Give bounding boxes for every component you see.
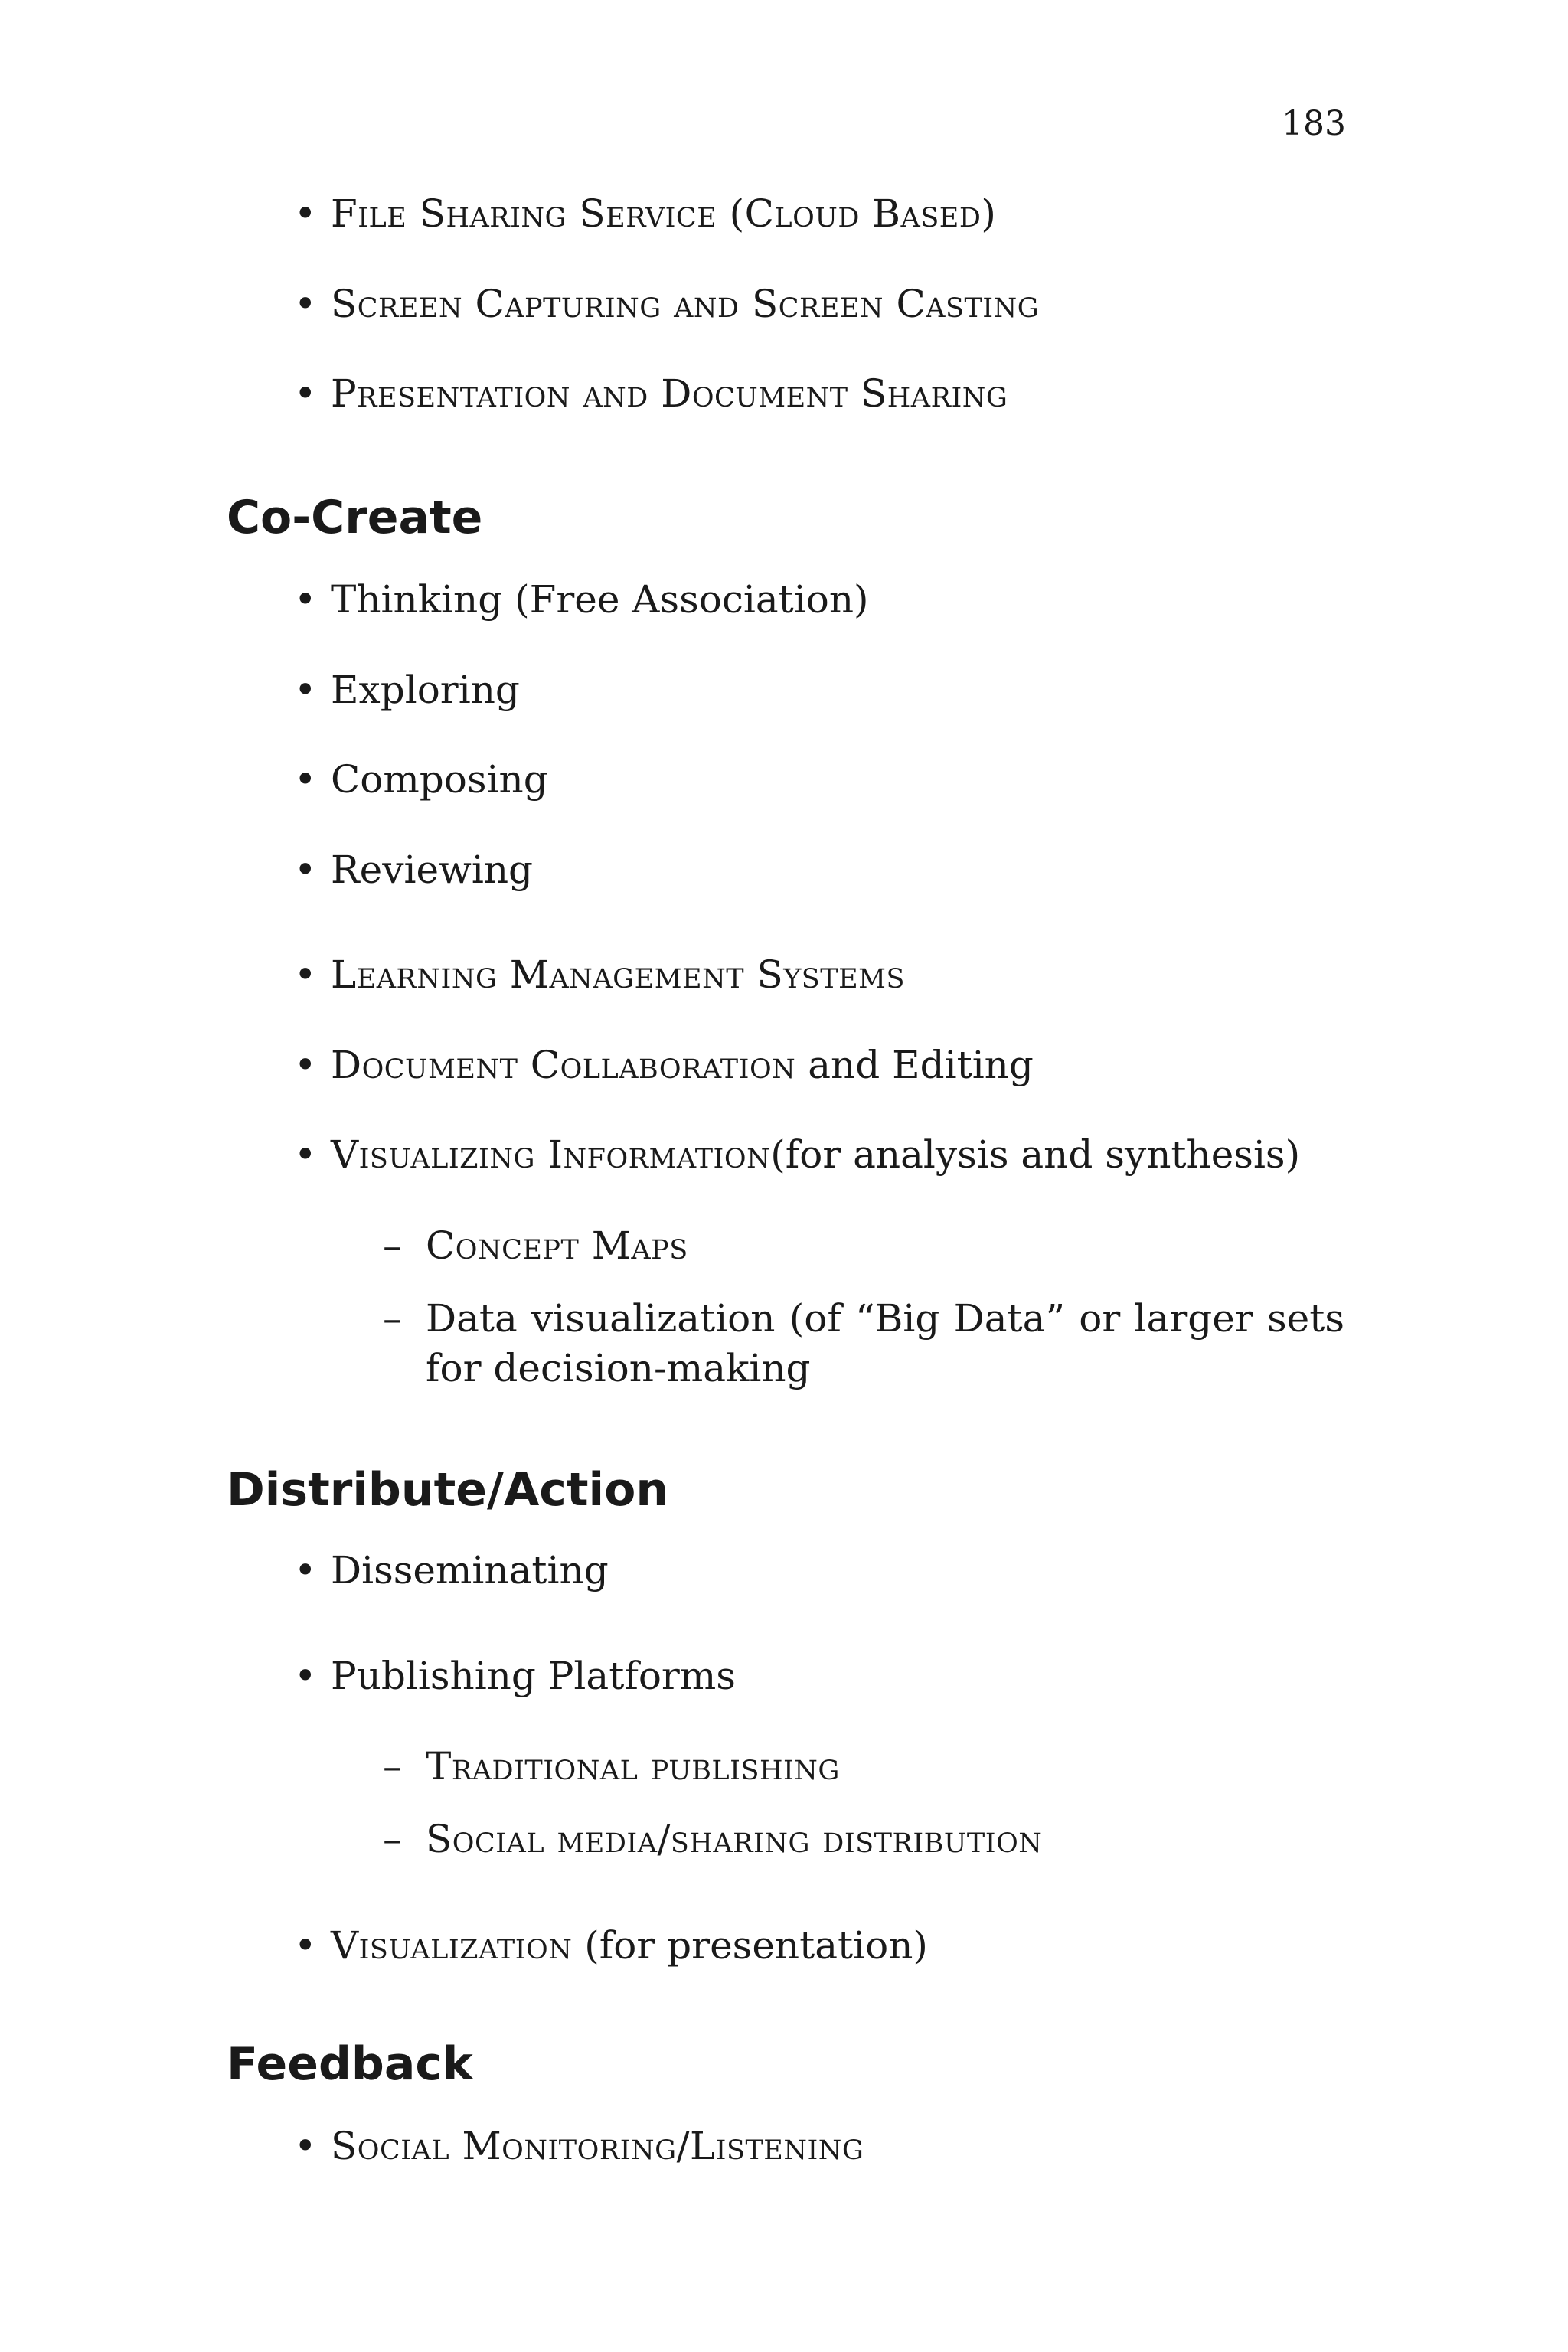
bullet-icon: • xyxy=(294,281,317,326)
list-item-text-rest: (for analysis and synthesis) xyxy=(770,1132,1301,1177)
list-item-text: Screen Capturing and Screen Casting xyxy=(331,281,1040,326)
sub-list-item xyxy=(331,1221,1344,1271)
list-item xyxy=(227,1547,1344,1595)
top-list xyxy=(227,190,1344,418)
list-item xyxy=(227,951,1344,999)
list-item-text: Exploring xyxy=(331,667,520,712)
bullet-icon: • xyxy=(294,2124,317,2168)
list-item-text: Disseminating xyxy=(331,1548,609,1592)
list-item xyxy=(227,1041,1344,1089)
list-item-text: Composing xyxy=(331,757,548,802)
section-heading-cocreate: Co-Create xyxy=(227,491,483,544)
section-heading-distribute: Distribute/Action xyxy=(227,1463,669,1517)
bullet-icon: • xyxy=(294,1653,317,1698)
page-number: 183 xyxy=(1282,104,1346,143)
list-item xyxy=(227,1652,1344,1865)
bullet-icon: • xyxy=(294,1923,317,1968)
list-item xyxy=(227,666,1344,714)
bullet-icon: • xyxy=(294,757,317,802)
section-heading-feedback: Feedback xyxy=(227,2037,473,2091)
list-item-text-smallcaps: Document Collaboration xyxy=(331,1042,796,1087)
bullet-icon: • xyxy=(294,1132,317,1177)
sub-list-item-text: Data visualization (of “Big Data” or larger sets for decision-making xyxy=(426,1295,1344,1390)
list-item-text: File Sharing Service (Cloud Based) xyxy=(331,191,997,236)
list-item-text: Thinking (Free Association) xyxy=(331,577,869,622)
dash-icon: – xyxy=(383,1744,402,1788)
cocreate-list xyxy=(227,576,1344,1416)
sub-list-item-text: Traditional publishing xyxy=(426,1744,840,1788)
list-item-text-rest: and Editing xyxy=(795,1042,1034,1087)
sub-list-item-text: Social media/sharing distribution xyxy=(426,1817,1043,1861)
list-item xyxy=(227,280,1344,328)
bullet-icon: • xyxy=(294,577,317,622)
feedback-list xyxy=(227,2122,1344,2171)
list-item xyxy=(227,1922,1344,1970)
list-item xyxy=(227,2122,1344,2171)
bullet-icon: • xyxy=(294,371,317,416)
bullet-icon: • xyxy=(294,191,317,236)
list-item xyxy=(227,846,1344,894)
list-item xyxy=(227,576,1344,624)
dash-icon: – xyxy=(383,1817,402,1861)
dash-icon: – xyxy=(383,1223,402,1268)
list-item-text: Reviewing xyxy=(331,847,534,892)
list-item xyxy=(227,756,1344,804)
list-item-text: Learning Management Systems xyxy=(331,952,905,997)
sub-list xyxy=(331,1742,1344,1864)
sub-list xyxy=(331,1221,1344,1393)
sub-list-item xyxy=(331,1815,1344,1864)
list-item xyxy=(227,190,1344,238)
sub-list-item-text: Concept Maps xyxy=(426,1223,688,1268)
dash-icon: – xyxy=(383,1295,402,1341)
sub-list-item xyxy=(331,1742,1344,1792)
list-item-text-smallcaps: Visualizing Information xyxy=(331,1132,771,1177)
bullet-icon: • xyxy=(294,1042,317,1087)
distribute-list xyxy=(227,1547,1344,1970)
sub-list-item xyxy=(331,1294,1344,1393)
list-item-text: Social Monitoring/Listening xyxy=(331,2124,864,2168)
list-item-text-rest: (for presentation) xyxy=(572,1923,928,1968)
list-item-text: Publishing Platforms xyxy=(331,1653,736,1698)
bullet-icon: • xyxy=(294,1548,317,1592)
bullet-icon: • xyxy=(294,667,317,712)
bullet-icon: • xyxy=(294,847,317,892)
list-item xyxy=(227,370,1344,418)
list-item xyxy=(227,1131,1344,1393)
list-item-text: Presentation and Document Sharing xyxy=(331,371,1008,416)
bullet-icon: • xyxy=(294,952,317,997)
list-item-text-smallcaps: Visualization xyxy=(331,1923,573,1968)
